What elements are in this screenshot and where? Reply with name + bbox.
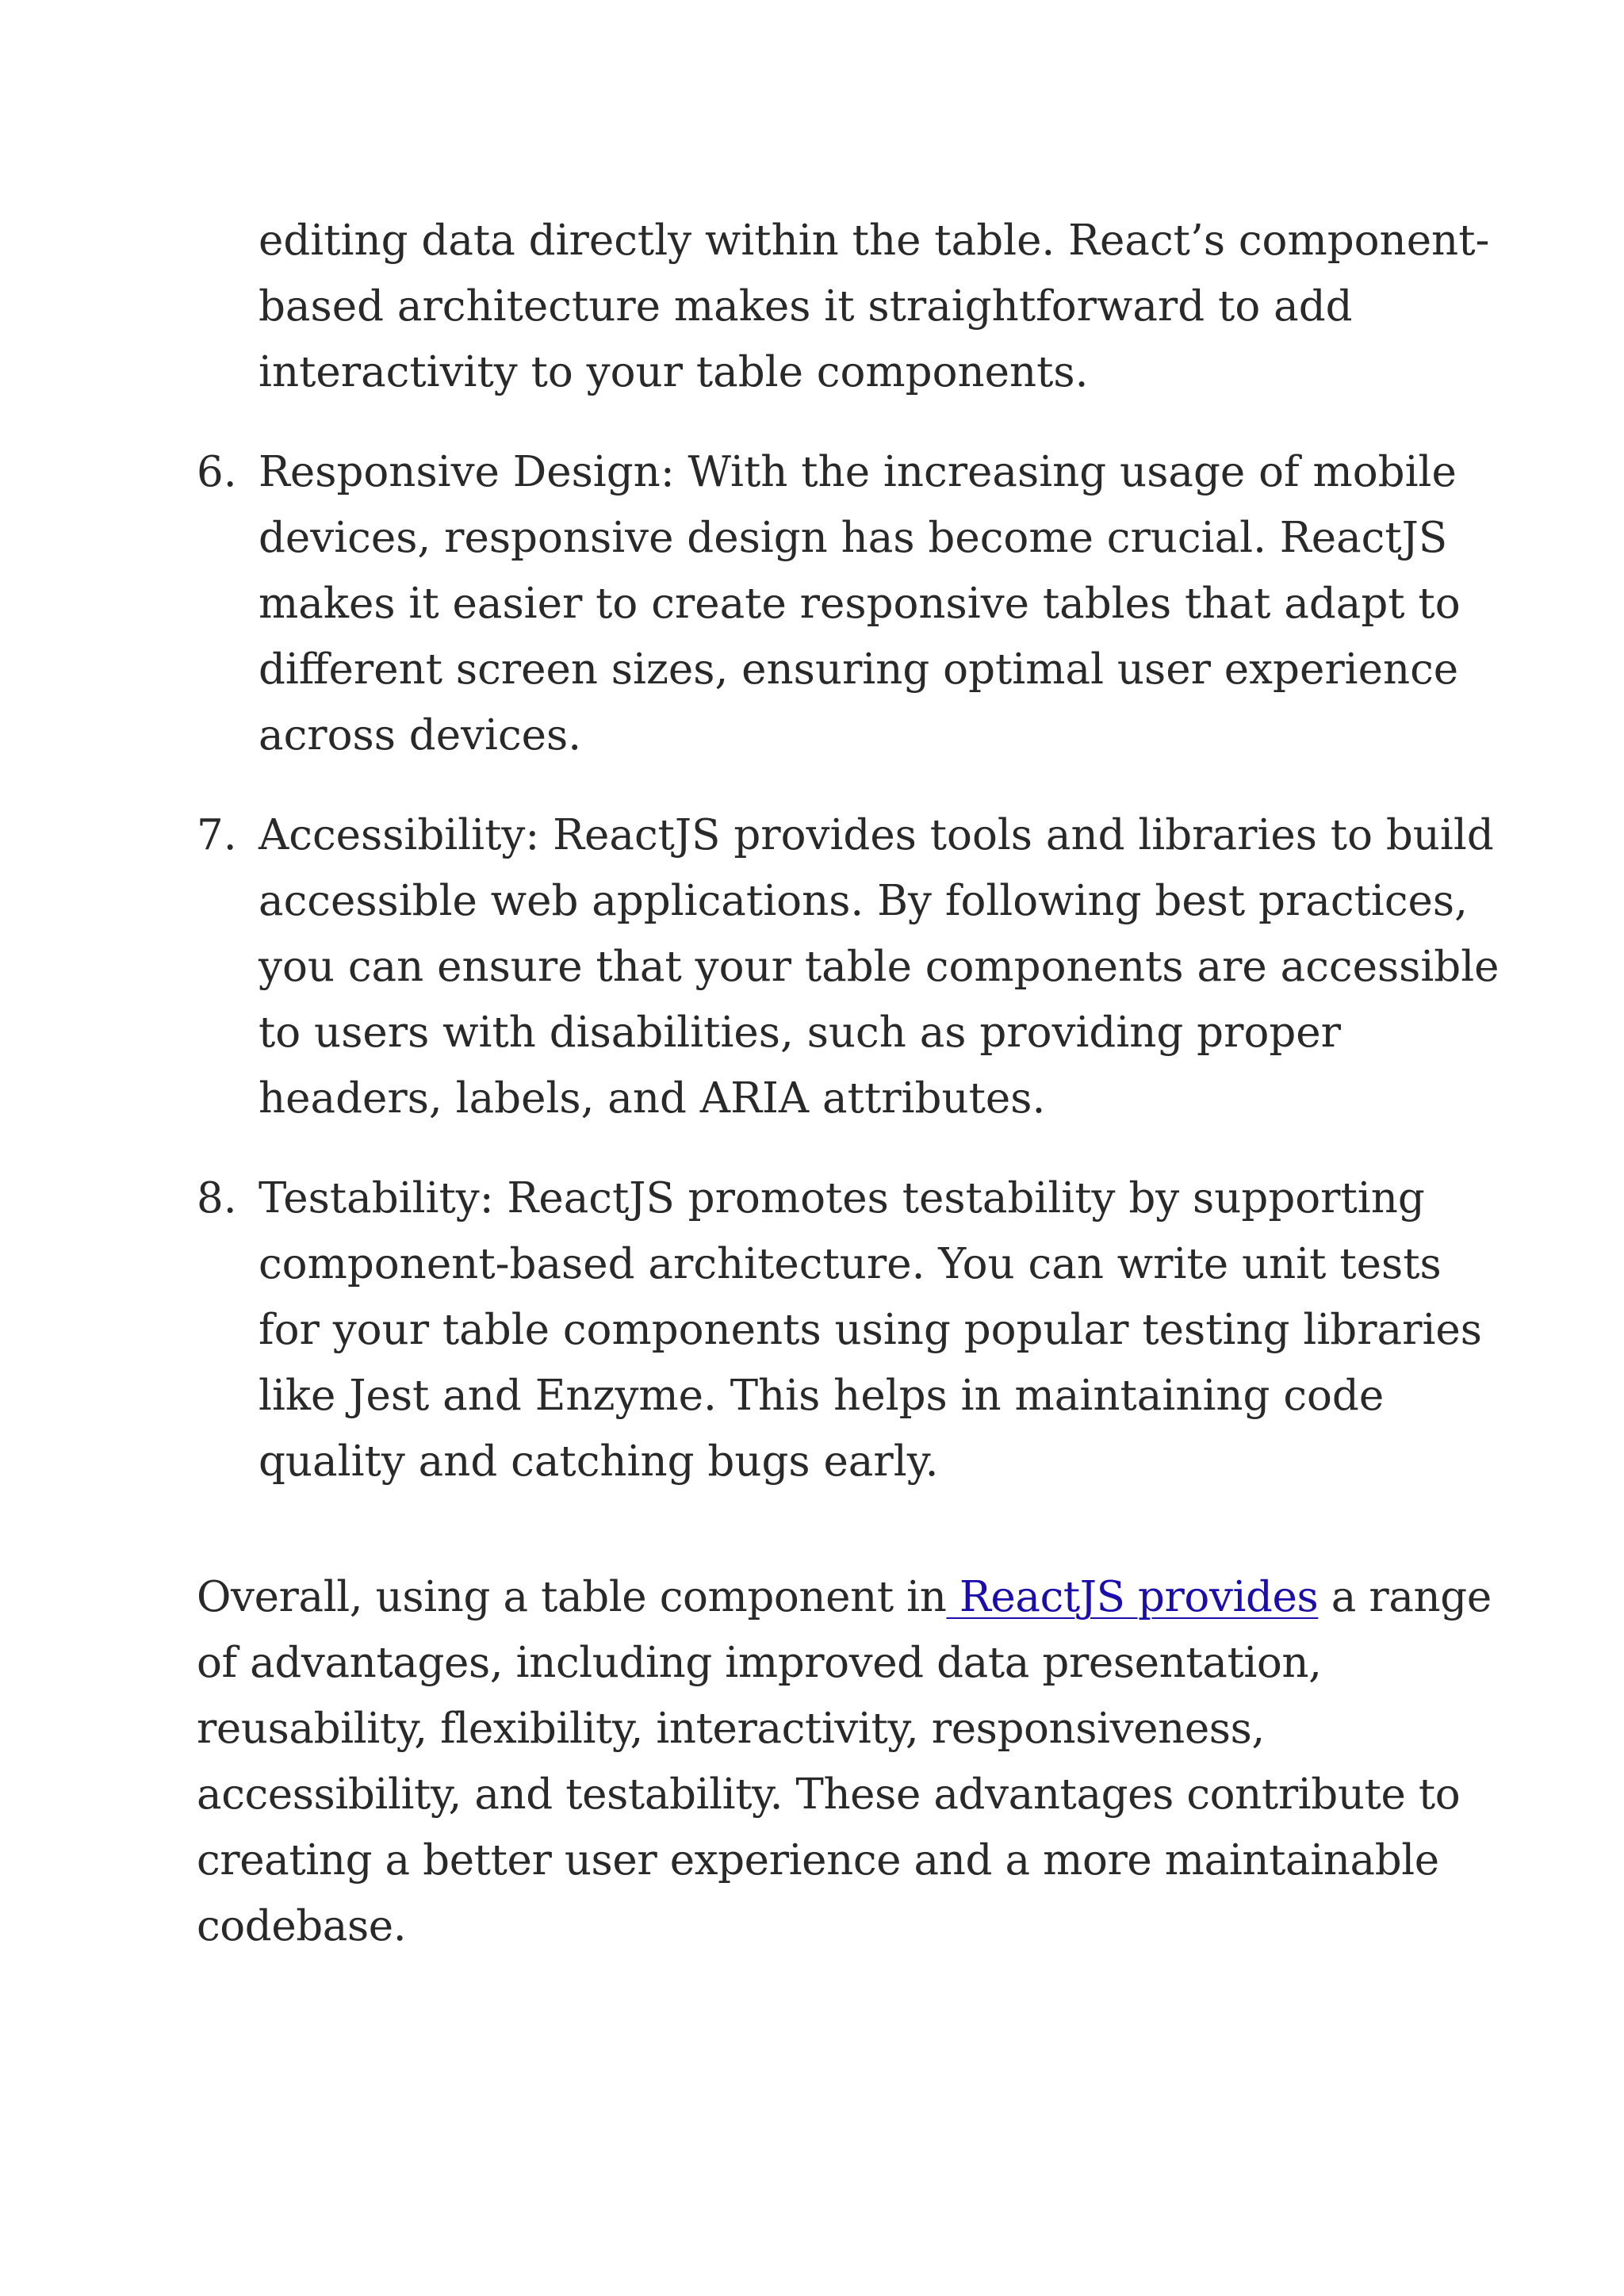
list-item-text: Responsive Design: With the increasing usage of mobile devices, responsive design has become crucial. ReactJS makes it easier to create responsive tables that adapt to different screen sizes, ensuring optimal user experience across devices. [259, 448, 1461, 760]
reactjs-provides-link[interactable]: ReactJS provides [946, 1573, 1319, 1621]
list-item-text: Testability: ReactJS promotes testability by supporting component-based architecture. You can write unit tests for your table components using popular testing libraries like Jest and Enzyme. This helps in maintaining code quality and catching bugs early. [259, 1174, 1482, 1486]
list-item-text: editing data directly within the table. React’s component-based architecture makes it straightforward to add interactivity to your table components. [259, 216, 1490, 396]
list-item-number: 7. [197, 811, 237, 859]
summary-paragraph [197, 1564, 1529, 1959]
list-item-number: 6. [197, 448, 237, 496]
summary-text-after-link: a range of advantages, including improved data presentation, reusability, flexibility, interactivity, responsiveness, accessibility, and testability. These advantages contribute to creating a better user experience and a more maintainable codebase. [197, 1573, 1492, 1950]
summary-text-before-link: Overall, using a table component in [197, 1573, 947, 1621]
list-item-5-continued [197, 208, 1513, 405]
advantages-list [197, 208, 1513, 1494]
list-item-7 [197, 802, 1513, 1131]
list-item-text: Accessibility: ReactJS provides tools and libraries to build accessible web applications. By following best practices, you can ensure that your table components are accessible to users with disabilities, such as providing proper headers, labels, and ARIA attributes. [259, 811, 1500, 1123]
list-item-6 [197, 439, 1513, 768]
list-item-8 [197, 1165, 1513, 1494]
list-item-number: 8. [197, 1174, 237, 1223]
